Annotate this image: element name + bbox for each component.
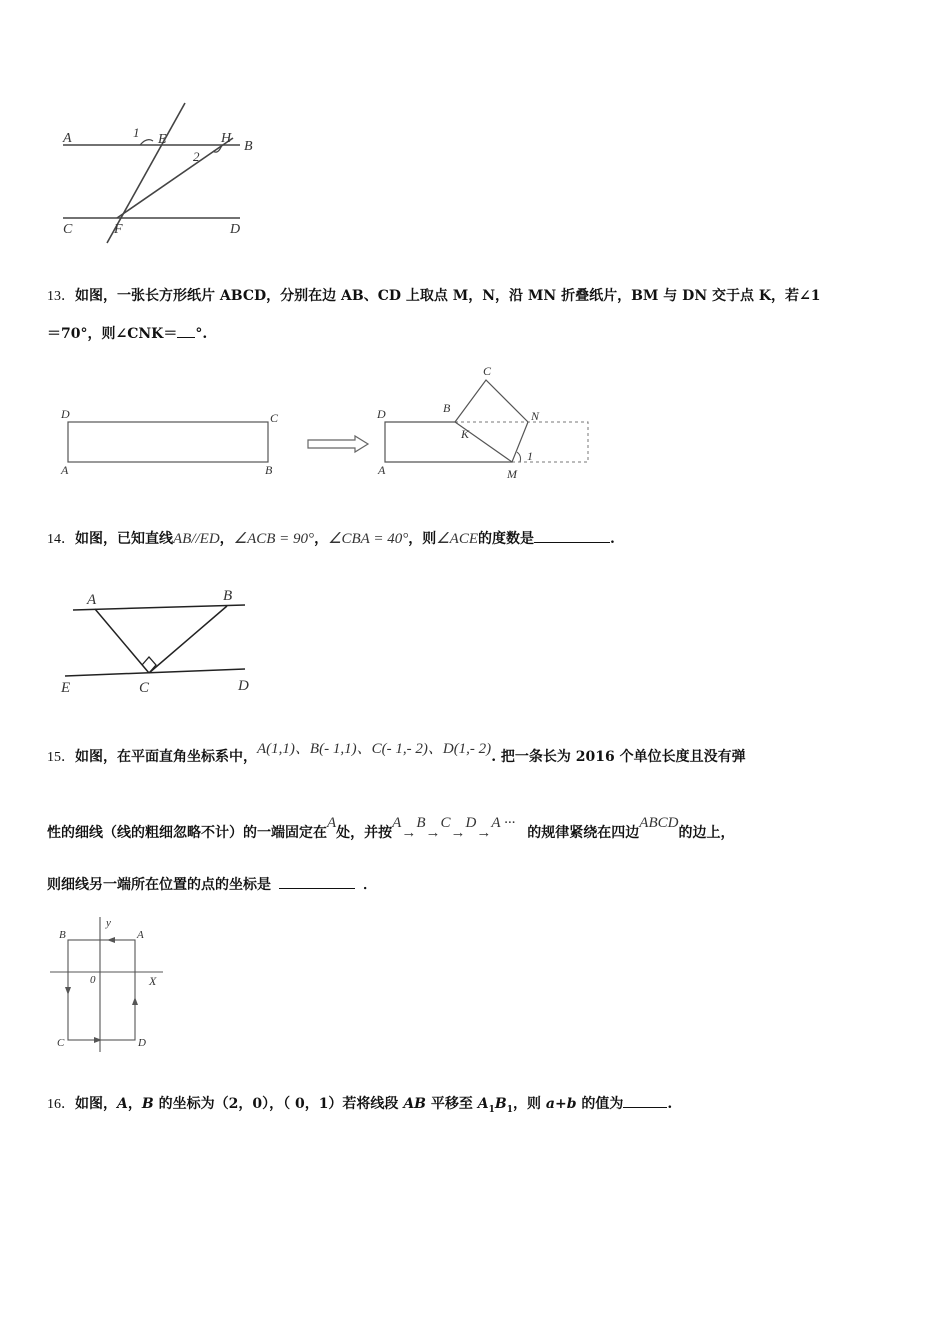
folded-flap (455, 380, 528, 462)
arrow-cd-icon (94, 1037, 102, 1043)
question-16: 16．如图，A，B 的坐标为（2，0），（ 0，1）若将线段 AB 平移至 $A_1B_1$，则 a+b 的值为 . (47, 1093, 672, 1120)
label-y: y (106, 917, 111, 929)
label-H: H (221, 131, 232, 146)
label-D-right: D (377, 407, 386, 421)
figure-13-folded-paper (55, 360, 600, 485)
figure-14-triangle (55, 580, 270, 700)
question-15-line-3: 则细线另一端所在位置的点的坐标是 ． (47, 874, 377, 895)
label-D-left: D (61, 407, 70, 421)
label-A: A (87, 592, 97, 608)
question-14: 14．如图，已知直线AB//ED，∠ACB = 90°，∠CBA = 40°，则∠ACE的度数是 . (47, 528, 615, 550)
question-number: 14． (47, 532, 75, 547)
label-D: D (238, 678, 249, 694)
question-15-line-2: 性的细线（线的粗细忽略不计）的一端固定在A处，并按A→B→C→D→A ···的规律紧绕在四边ABCD的边上， (47, 815, 735, 841)
label-O: 0 (90, 974, 96, 986)
label-A-left: A (61, 463, 69, 477)
label-X: X (149, 974, 157, 988)
label-C: C (57, 1037, 65, 1049)
question-13-line-1 (47, 286, 821, 307)
label-N: N (531, 409, 540, 423)
label-A: A (137, 929, 144, 941)
label-B: B (244, 139, 253, 154)
answer-blank[interactable] (279, 874, 355, 889)
label-C-left: C (270, 411, 279, 425)
answer-blank[interactable] (623, 1093, 667, 1108)
label-B-right: B (443, 401, 451, 415)
math-angle-acb: ∠ACB = 90° (233, 531, 315, 547)
question-number: 15． (47, 750, 75, 765)
q13-text: 如图，一张长方形纸片 ABCD，分别在边 AB、CD 上取点 M，N，沿 MN 折叠纸片，BM 与 DN 交于点 K，若∠1 (75, 288, 821, 304)
label-A: A (63, 131, 72, 146)
label-A-right: A (378, 463, 386, 477)
figure-15-coordinate-rectangle (45, 912, 175, 1057)
figure-12-parallel-lines (55, 95, 275, 250)
paper-unfolded-part (385, 422, 512, 462)
label-E: E (61, 680, 71, 696)
line-ed (65, 669, 245, 676)
question-number: 16． (47, 1097, 75, 1112)
line-ab (73, 605, 245, 610)
label-2: 2 (193, 149, 200, 164)
line-fh (117, 138, 233, 218)
point-c: C(- 1,- 2) (371, 741, 428, 757)
point-a: A(1,1) (257, 741, 295, 757)
label-D: D (138, 1037, 146, 1049)
answer-blank[interactable] (534, 528, 610, 543)
math-ab-parallel-ed: AB//ED (173, 531, 220, 547)
label-B-left: B (265, 463, 273, 477)
label-D: D (230, 222, 241, 237)
label-B: B (59, 929, 66, 941)
label-E: E (158, 132, 167, 147)
arrow-icon (308, 436, 368, 452)
label-K: K (461, 427, 470, 441)
point-b: B(- 1,1) (309, 741, 357, 757)
arrow-da-icon (132, 997, 138, 1005)
label-C: C (63, 222, 73, 237)
question-15-line-1: 15．如图，在平面直角坐标系中，A(1,1)、B(- 1,1)、C(- 1,- 2)、D(1,- 2). 把一条长为 2016 个单位长度且没有弹 (47, 741, 746, 765)
point-d: D(1,- 2) (442, 741, 492, 757)
label-M: M (507, 467, 517, 481)
math-angle-cba: ∠CBA = 40° (328, 531, 409, 547)
paper-rectangle (68, 422, 268, 462)
question-number: 13． (47, 289, 75, 304)
right-angle-mark (142, 657, 156, 673)
label-1: 1 (133, 125, 140, 140)
dashed-original (455, 422, 588, 462)
label-F: F (114, 222, 123, 237)
segment-ac (95, 609, 149, 673)
segment-bc (149, 606, 227, 673)
rectangle-abcd (68, 940, 135, 1040)
angle-1-arc (517, 452, 521, 462)
answer-blank[interactable] (177, 323, 195, 338)
label-C-right: C (483, 364, 492, 378)
label-B: B (223, 588, 233, 604)
arrow-bc-icon (65, 987, 71, 995)
arrow-ab-icon (107, 937, 115, 943)
angle-1-arc (140, 140, 153, 145)
math-angle-ace: ∠ACE (436, 531, 478, 547)
label-C: C (139, 680, 150, 696)
label-1-right: 1 (527, 449, 533, 463)
question-13-line-2: ＝70°，则∠CNK＝ °. (47, 323, 207, 344)
